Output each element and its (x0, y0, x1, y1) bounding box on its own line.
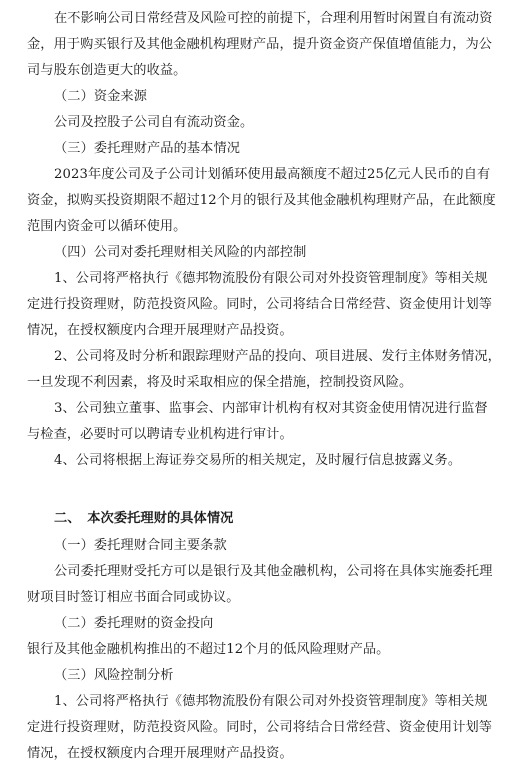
paragraph-line: 定进行投资理财，防范投资风险。同时，公司将结合日常经营、资金使用计划等 (27, 297, 493, 312)
paragraph-line: 资金，拟购买投资期限不超过12个月的银行及其他金融机构理财产品，在此额度 (27, 193, 496, 208)
paragraph-line: 1、公司将严格执行《德邦物流股份有限公司对外投资管理制度》等相关规 (54, 694, 488, 709)
paragraph-line: 一旦发现不利因素，将及时采取相应的保全措施，控制投资风险。 (27, 375, 413, 390)
section-subheading: （四）公司对委托理财相关风险的内部控制 (54, 245, 307, 260)
section-subheading: （二）委托理财的资金投向 (54, 616, 214, 631)
paragraph-line: 情况，在授权额度内合理开展理财产品投资。 (27, 746, 293, 761)
paragraph-line: 1、公司将严格执行《德邦物流股份有限公司对外投资管理制度》等相关规 (54, 271, 488, 286)
paragraph-line: 金，用于购买银行及其他金融机构理财产品，提升资金资产保值增值能力，为公 (27, 37, 493, 52)
paragraph-line: 司与股东创造更大的收益。 (27, 63, 187, 78)
paragraph-line: 公司委托理财受托方可以是银行及其他金融机构，公司将在具体实施委托理 (54, 564, 493, 579)
section-subheading: （一）委托理财合同主要条款 (54, 538, 227, 553)
paragraph-line: 在不影响公司日常经营及风险可控的前提下，合理利用暂时闲置自有流动资 (54, 11, 493, 26)
section-heading: 二、 本次委托理财的具体情况 (54, 511, 234, 526)
paragraph-line: 银行及其他金融机构推出的不超过12个月的低风险理财产品。 (27, 642, 390, 657)
paragraph-line: 4、公司将根据上海证券交易所的相关规定，及时履行信息披露义务。 (54, 453, 462, 468)
paragraph-line: 2、公司将及时分析和跟踪理财产品的投向、项目进展、发行主体财务情况， (54, 349, 501, 364)
paragraph-line: 定进行投资理财，防范投资风险。同时，公司将结合日常经营、资金使用计划等 (27, 720, 493, 735)
section-subheading: （二）资金来源 (54, 89, 148, 104)
paragraph-line: 2023年度公司及子公司计划循环使用最高额度不超过25亿元人民币的自有 (54, 167, 491, 182)
paragraph-line: 公司及控股子公司自有流动资金。 (54, 115, 254, 130)
section-subheading: （三）风险控制分析 (54, 668, 174, 683)
paragraph-line: 情况，在授权额度内合理开展理财产品投资。 (27, 323, 293, 338)
paragraph-line: 范围内资金可以循环使用。 (27, 219, 187, 234)
paragraph-line: 3、公司独立董事、监事会、内部审计机构有权对其资金使用情况进行监督 (54, 401, 488, 416)
paragraph-line: 财项目时签订相应书面合同或协议。 (27, 590, 240, 605)
section-subheading: （三）委托理财产品的基本情况 (54, 141, 241, 156)
paragraph-line: 与检查，必要时可以聘请专业机构进行审计。 (27, 427, 293, 442)
